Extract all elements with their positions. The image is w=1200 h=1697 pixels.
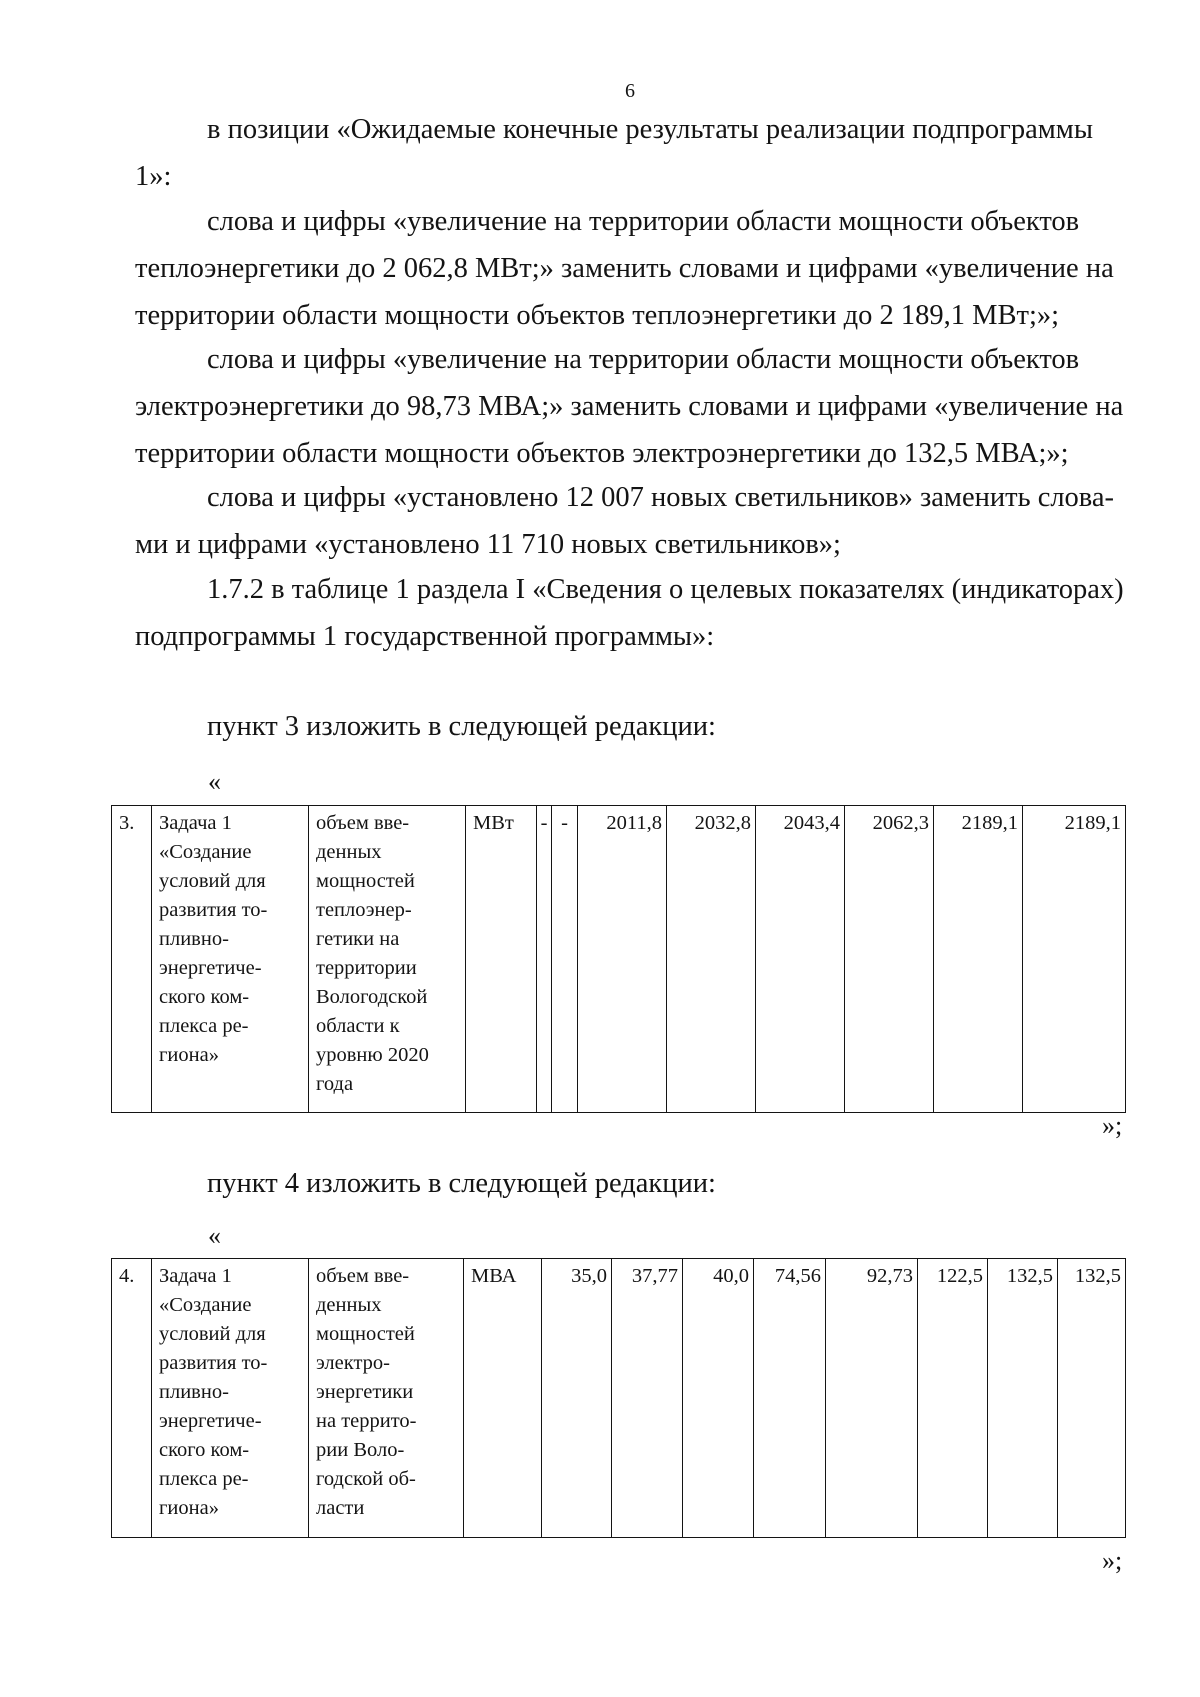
table-row — [112, 806, 1126, 1113]
row-number-cell: 4. — [112, 1259, 152, 1538]
paragraph-line: электроэнергетики до 98,73 МВА;» заменить словами и цифрами «увеличение на — [135, 391, 1124, 422]
value-cell: 37,77 — [612, 1259, 683, 1538]
paragraph-line: пункт 3 изложить в следующей редакции: — [207, 711, 716, 742]
value-cell: 132,5 — [1058, 1259, 1126, 1538]
paragraph-line: в позиции «Ожидаемые конечные результаты реализации подпрограммы — [207, 114, 1093, 145]
page-number: 6 — [625, 80, 635, 102]
indicator-cell: объем вве- денных мощностей теплоэнер- гетики на территории Вологодской области к уровню 2020 года — [309, 806, 466, 1113]
value-cell: 122,5 — [918, 1259, 988, 1538]
indicator-cell: объем вве- денных мощностей электро- энергетики на террито- рии Воло- годской об- ласти — [309, 1259, 464, 1538]
value-cell: - — [537, 806, 552, 1113]
unit-cell: МВА — [464, 1259, 542, 1538]
opening-quote: « — [208, 767, 221, 796]
task-cell: Задача 1 «Создание условий для развития то- пливно- энергетиче- ского ком- плекса ре- гиона» — [152, 806, 309, 1113]
indicator-table-item-4 — [111, 1258, 1126, 1538]
value-cell: 2011,8 — [578, 806, 667, 1113]
closing-quote: »; — [1102, 1111, 1123, 1140]
value-cell: 132,5 — [988, 1259, 1058, 1538]
value-cell: 40,0 — [683, 1259, 754, 1538]
value-cell: 35,0 — [542, 1259, 612, 1538]
value-cell: 2062,3 — [845, 806, 934, 1113]
value-cell: 92,73 — [826, 1259, 918, 1538]
value-cell: 2032,8 — [667, 806, 756, 1113]
paragraph-3 — [135, 336, 1125, 477]
value-cell: 2189,1 — [934, 806, 1023, 1113]
paragraph-line: слова и цифры «установлено 12 007 новых светильников» заменить слова- — [207, 482, 1115, 513]
value-cell: - — [552, 806, 578, 1113]
paragraph-2 — [135, 198, 1125, 339]
paragraph-7 — [135, 1160, 1125, 1207]
paragraph-line: слова и цифры «увеличение на территории области мощности объектов — [207, 344, 1080, 375]
paragraph-line: территории области мощности объектов электроэнергетики до 132,5 МВА;»; — [135, 438, 1069, 469]
row-number-cell: 3. — [112, 806, 152, 1113]
task-cell: Задача 1 «Создание условий для развития то- пливно- энергетиче- ского ком- плекса ре- гиона» — [152, 1259, 309, 1538]
opening-quote: « — [208, 1221, 221, 1250]
paragraph-line: теплоэнергетики до 2 062,8 МВт;» заменить словами и цифрами «увеличение на — [135, 253, 1114, 284]
paragraph-line: подпрограммы 1 государственной программы»: — [135, 621, 715, 652]
paragraph-line: территории области мощности объектов теплоэнергетики до 2 189,1 МВт;»; — [135, 300, 1060, 331]
value-cell: 74,56 — [754, 1259, 826, 1538]
closing-quote: »; — [1102, 1546, 1123, 1575]
paragraph-line: слова и цифры «увеличение на территории области мощности объектов — [207, 206, 1080, 237]
value-cell: 2189,1 — [1023, 806, 1126, 1113]
paragraph-line: 1.7.2 в таблице 1 раздела I «Сведения о целевых показателях (индикаторах) — [207, 574, 1124, 605]
paragraph-line: 1»: — [135, 161, 172, 192]
unit-cell: МВт — [466, 806, 537, 1113]
paragraph-line: ми и цифрами «установлено 11 710 новых светильников»; — [135, 529, 841, 560]
table-row — [112, 1259, 1126, 1538]
value-cell: 2043,4 — [756, 806, 845, 1113]
paragraph-1 — [135, 106, 1125, 200]
paragraph-4 — [135, 474, 1125, 568]
indicator-table-item-3 — [111, 805, 1126, 1113]
paragraph-6 — [135, 703, 1125, 750]
paragraph-line: пункт 4 изложить в следующей редакции: — [207, 1168, 716, 1199]
paragraph-5 — [135, 566, 1125, 660]
